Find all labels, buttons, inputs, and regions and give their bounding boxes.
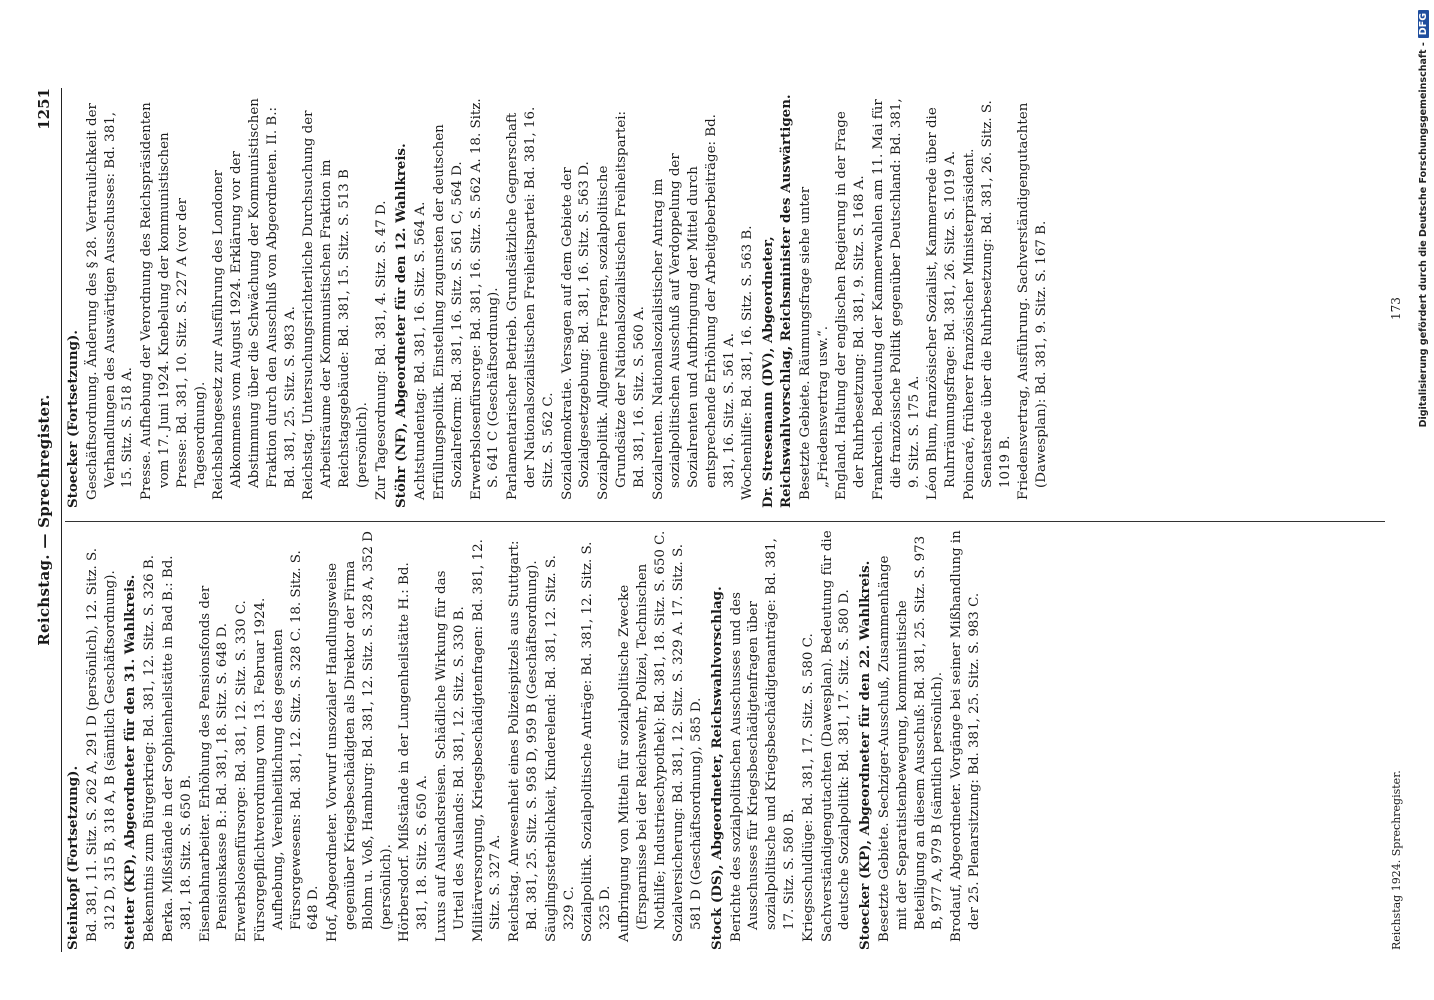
entry-heading: Stock (DS), Abgeordneter, Reichswahlvorschlag.	[708, 586, 725, 950]
entry-item: Hörbersdorf. Mißstände in der Lungenheilstätte H.: Bd. 381, 18. Sitz. S. 650 A.	[397, 562, 431, 942]
entry-item: Brodauf, Abgeordneter. Vorgänge bei seiner Mißhandlung in der 25. Plenarsitzung: Bd. 381, 25. Sitz. S. 983 C.	[949, 530, 983, 942]
entry-item: Reichsbahngesetz zur Ausführung des Londoner Abkommens vom August 1924. Erklärung vor der Abstimmung über die Schwächung der Kommunistischen Fraktion durch den Ausschluß von Abgeordneten. II. B.: Bd. 381, 25. Sitz. S. 983 A.	[211, 98, 298, 500]
entry-item: Sozialdemokratie. Versagen auf dem Gebiete der Sozialgesetzgebung: Bd. 381, 16. Sitz. S. 563 D.	[559, 161, 593, 500]
left-column	[65, 530, 1355, 950]
entry-item: Reichstag. Untersuchungsrichterliche Durchsuchung der Arbeitsräume der Kommunistischen Fraktion im Reichstagsgebäude: Bd. 381, 15. Sitz. S. 513 B (persönlich).	[301, 110, 370, 500]
register-entry	[122, 530, 706, 950]
entry-item: Fürsorgepflichtverordnung vom 13. Februar 1924. Aufhebung, Vereinheitlichung des gesamten Fürsorgewesens: Bd. 381, 12. Sitz. S. 328 C. 18. Sitz. S. 648 D.	[252, 550, 322, 942]
side-note-label: Digitalisierung gefördert durch die Deutsche Forschungsgemeinschaft -	[1418, 42, 1429, 428]
side-note	[1418, 10, 1432, 990]
register-entry	[65, 530, 119, 950]
register-entry	[393, 88, 757, 508]
entry-item: Reichstag. Anwesenheit eines Polizeispitzels aus Stuttgart: Bd. 381, 25. Sitz. S. 958 D, 959 B (Geschäftsordnung).	[507, 540, 540, 942]
entry-item: Erwerbslosenfürsorge: Bd. 381, 16. Sitz. S. 562 A. 18. Sitz. S. 641 C (Geschäftsordnung).	[468, 98, 502, 500]
page-number: 1251	[35, 88, 53, 130]
entry-item: Sozialversicherung: Bd. 381, 12. Sitz. S. 329 A. 17. Sitz. S. 581 D (Geschäftsordnung), 585 D.	[671, 544, 705, 942]
entry-heading: Steinkopf (Fortsetzung).	[65, 765, 81, 950]
entry-item: Achtstundentag: Bd. 381, 16. Sitz. S. 564 A.	[413, 201, 429, 500]
entry-item: Berka. Mißstände in der Sophienheilstätte in Bad B.: Bd. 381, 18. Sitz. S. 650 B.	[160, 555, 194, 942]
entry-item: Sachverständigengutachten (Dawesplan). Bedeutung für die deutsche Sozialpolitik: Bd. 381, 17. Sitz. S. 580 D.	[819, 530, 853, 942]
entry-item: Poincaré, früherer französischer Ministerpräsident. Senatsrede über die Ruhrbesetzung: Bd. 381, 26. Sitz. S. 1019 B.	[962, 100, 1013, 500]
footer-note: Reichstag 1924. Sprechregister.	[1390, 770, 1403, 950]
entry-heading: Stetter (KP), Abgeordneter für den 31. Wahlkreis.	[122, 574, 139, 950]
entry-item: Aufbringung von Mitteln für sozialpolitische Zwecke (Ersparnisse bei der Reichswehr, Polizei, Technischen Nothilfe; Industrieschypothek): Bd. 381, 18. Sitz. S. 650 C.	[616, 530, 668, 942]
register-entry	[760, 88, 1051, 508]
entry-item: Erfüllungspolitik. Einstellung zugunsten der deutschen Sozialreform: Bd. 381, 16. Sitz. S. 561 C, 564 D.	[431, 124, 465, 500]
entry-item: Sozialpolitik. Sozialpolitische Anträge: Bd. 381, 12. Sitz. S. 325 D.	[580, 541, 614, 942]
entry-item: Parlamentarischer Betrieb. Grundsätzliche Gegnerschaft der Nationalsozialistischen Freiheitspartei: Bd. 381, 16. Sitz. S. 562 C.	[505, 106, 556, 500]
entry-heading: Dr. Stresemann (DV), Abgeordneter, Reichswahlvorschlag, Reichsminister des Auswärtigen.	[760, 94, 795, 508]
entry-heading: Stoecker (KP), Abgeordneter für den 22. Wahlkreis.	[857, 560, 874, 950]
entry-item: Besetzte Gebiete. Sechziger-Ausschuß, Zusammenhänge mit der Separatistenbewegung, kommunistische Beteiligung an diesem Ausschuß: Bd. 381, 25. Sitz. S. 973 B, 977 A, 979 B (sämtlich persönlich).	[877, 535, 946, 942]
rotated-page	[25, 80, 1405, 960]
entry-item: Bd. 381, 11. Sitz. S. 262 A, 291 D (persönlich), 12. Sitz. S. 312 D, 315 B, 318 A, B (sämtlich Geschäftsordnung).	[84, 548, 118, 942]
entry-item: Presse. Aufhebung der Verordnung des Reichspräsidenten vom 17. Juni 1924. Knebelung der kommunistischen Presse: Bd. 381, 10. Sitz. S. 227 A (vor der Tagesordnung).	[139, 102, 208, 500]
entry-item: Wochenhilfe: Bd. 381, 16. Sitz. S. 563 B.	[740, 225, 756, 500]
entry-item: Luxus auf Auslandsreisen. Schädliche Wirkung für das Urteil des Auslands: Bd. 381, 12. Sitz. S. 330 B.	[433, 570, 467, 942]
entry-item: Sozialpolitik. Allgemeine Fragen, sozialpolitische Grundsätze der Nationalsozialistischen Freiheitspartei: Bd. 381, 16. Sitz. S. 560 A.	[596, 110, 647, 500]
entry-item: Hof, Abgeordneter. Vorwurf unsozialer Handlungsweise gegenüber Kriegsbeschädigten als Direktor der Firma Blohm u. Voß, Hamburg: Bd. 381, 12. Sitz. S. 328 A, 352 D (persönlich).	[325, 531, 394, 942]
entry-item: Eisenbahnarbeiter. Erhöhung des Pensionsfonds der Pensionskasse B.: Bd. 381, 18. Sitz. S. 648 D.	[197, 585, 231, 942]
entry-item: Besetzte Gebiete. Räumungsfrage siehe unter „Friedensvertrag usw.“.	[797, 186, 831, 500]
column-divider	[65, 521, 1385, 522]
side-note-text	[1418, 10, 1429, 990]
entry-heading: Stoecker (Fortsetzung).	[65, 330, 81, 508]
page-title: Reichstag. — Sprechregister.	[35, 394, 53, 646]
entry-item: Zur Tagesordnung: Bd. 381, 4. Sitz. S. 47 D.	[373, 200, 389, 500]
signature-number: 173	[1389, 297, 1403, 320]
register-entry	[65, 88, 390, 508]
entry-item: Geschäftsordnung. Änderung des § 28. Vertraulichkeit der Verhandlungen des Auswärtigen Ausschusses: Bd. 381, 15. Sitz. S. 518 A.	[84, 103, 136, 500]
entry-heading: Stöhr (NF), Abgeordneter für den 12. Wahlkreis.	[393, 143, 410, 508]
register-entry	[709, 530, 854, 950]
register-entry	[857, 530, 984, 950]
entry-item: Säuglingssterblichkeit, Kinderelend: Bd. 381, 12. Sitz. S. 329 C.	[543, 555, 577, 942]
entry-item: Erwerbslosenfürsorge: Bd. 381, 12. Sitz. S. 330 C.	[234, 600, 250, 942]
dfg-logo: DFG	[1418, 10, 1429, 38]
entry-item: Friedensvertrag, Ausführung. Sachverständigengutachten (Dawesplan): Bd. 381, 9. Sitz. S. 167 B.	[1016, 102, 1050, 500]
page-header	[29, 88, 62, 952]
entry-item: Bekenntnis zum Bürgerkrieg: Bd. 381, 12. Sitz. S. 326 B.	[142, 554, 158, 942]
entry-item: Berichte des sozialpolitischen Ausschusses und des Ausschusses für Kriegsbeschädigtenfragen über sozialpolitische und Kriegsbeschädigtenanträge: Bd. 381, 17. Sitz. S. 580 B.	[728, 538, 798, 942]
entry-item: Frankreich. Bedeutung der Kammerwahlen am 11. Mai für die französische Politik gegenüber Deutschland: Bd. 381, 9. Sitz. S. 175 A.	[871, 98, 922, 500]
entry-item: Militärversorgung, Kriegsbeschädigtenfragen: Bd. 381, 12. Sitz. S. 327 A.	[470, 539, 504, 942]
entry-item: Sozialrenten. Nationalsozialistischer Antrag im sozialpolitischen Ausschuß auf Verdoppelung der Sozialrenten und Aufbringung der Mittel durch entsprechende Erhöhung der Arbeitgeberbeiträge: Bd. 381, 16. Sitz. S. 561 A.	[650, 114, 737, 500]
entry-item: England. Haltung der englischen Regierung in der Frage der Ruhrbesetzung: Bd. 381, 9. Sitz. S. 168 A.	[834, 111, 868, 500]
right-column	[65, 88, 1355, 508]
entry-item: Kriegsschuldlüge: Bd. 381, 17. Sitz. S. 580 C.	[800, 633, 816, 942]
entry-item: Léon Blum, französischer Sozialist, Kammerrede über die Ruhrräumungsfrage: Bd. 381, 26. Sitz. S. 1019 A.	[925, 107, 959, 500]
